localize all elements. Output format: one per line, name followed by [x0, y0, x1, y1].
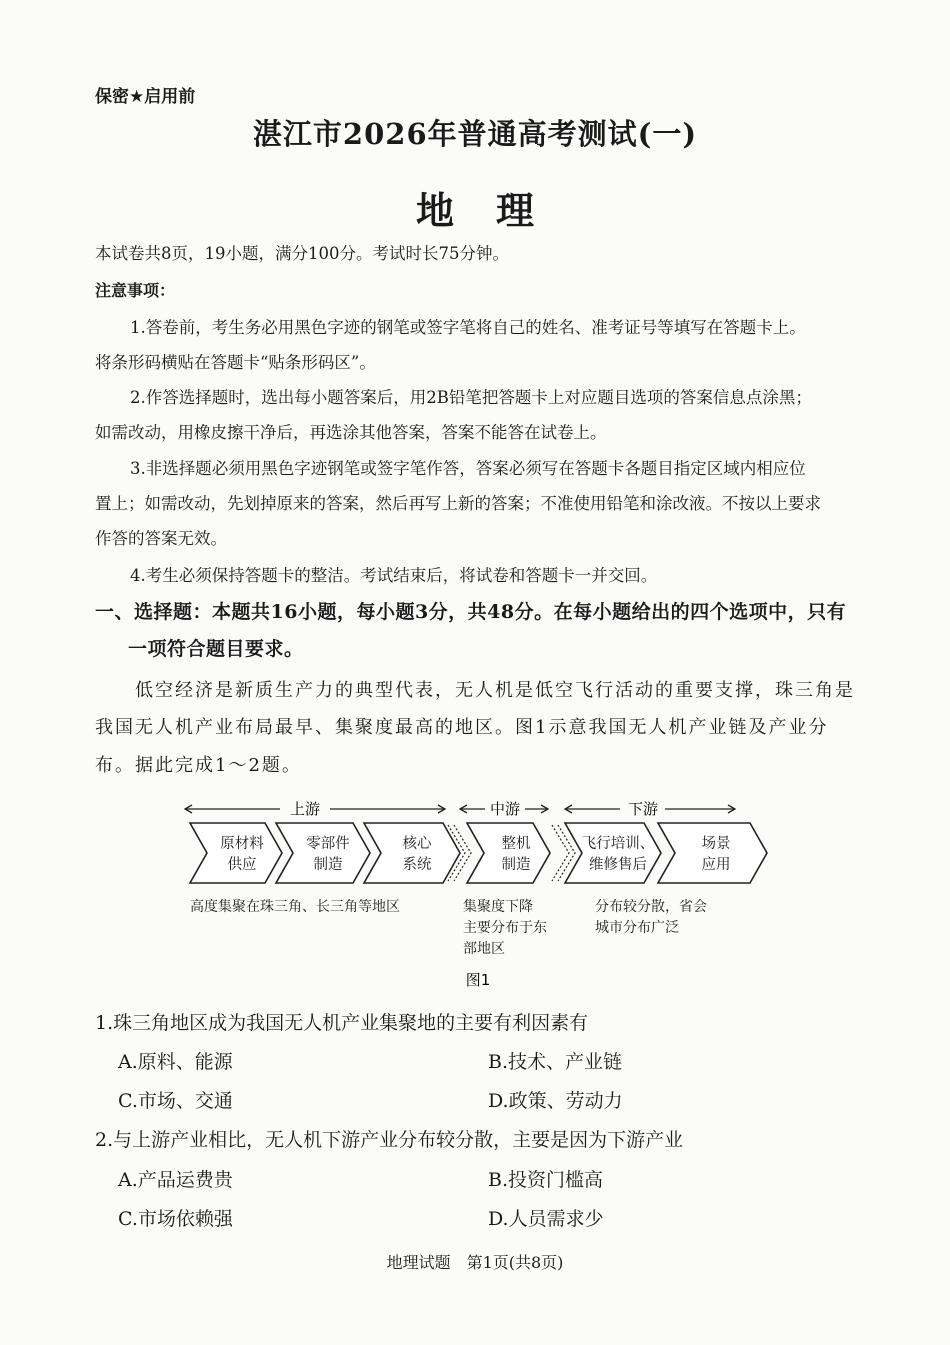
passage-line: 布。据此完成1～2题。	[95, 755, 302, 776]
chevron-label: 应用	[701, 857, 731, 873]
page-footer: 地理试题 第1页(共8页)	[386, 1253, 564, 1272]
chevron-label: 制造	[501, 857, 531, 873]
notes-heading: 注意事项：	[95, 281, 176, 300]
chevron-label: 供应	[227, 857, 257, 873]
chevron-label: 零部件	[306, 836, 350, 852]
note-line: 置上；如需改动，先划掉原来的答案，然后再写上新的答案；不准使用铅笔和涂改液。不按以上要求	[95, 494, 821, 513]
chevron-label: 场景	[701, 836, 731, 852]
passage-line: 我国无人机产业布局最早、集聚度最高的地区。图1示意我国无人机产业链及产业分	[95, 717, 829, 738]
section-heading-cont: 一项符合题目要求。	[128, 638, 304, 660]
exam-info: 本试卷共8页，19小题，满分100分。考试时长75分钟。	[95, 244, 509, 263]
question-option: B.投资门槛高	[488, 1169, 604, 1191]
question-stem: 2.与上游产业相比，无人机下游产业分布较分散，主要是因为下游产业	[95, 1129, 684, 1151]
chevron-core-systems	[364, 823, 460, 883]
question-option: D.政策、劳动力	[488, 1090, 623, 1112]
chevron-label: 系统	[402, 857, 432, 873]
note-midstream: 主要分布于东	[463, 920, 547, 936]
chevron-label: 原材料	[220, 836, 264, 852]
question-option: A.原料、能源	[118, 1051, 233, 1073]
note-upstream: 高度集聚在珠三角、长三角等地区	[190, 899, 400, 915]
note-line: 将条形码横贴在答题卡“贴条形码区”。	[95, 353, 376, 372]
chevron-assembly	[467, 823, 550, 883]
note-line: 如需改动，用橡皮擦干净后，再选涂其他答案，答案不能答在试卷上。	[95, 423, 607, 442]
chevron-label: 制造	[313, 857, 343, 873]
question-option: C.市场依赖强	[118, 1208, 233, 1230]
question-stem: 1.珠三角地区成为我国无人机产业集聚地的主要有利因素有	[95, 1012, 589, 1034]
confidential-label: 保密★启用前	[95, 87, 196, 107]
note-midstream: 集聚度下降	[463, 899, 533, 915]
note-line: 1.答卷前，考生务必用黑色字迹的钢笔或签字笔将自己的姓名、准考证号等填写在答题卡上。	[130, 318, 806, 337]
chevron-label: 整机	[501, 836, 531, 852]
stage-downstream: 下游	[627, 800, 659, 818]
exam-title: 湛江市2026年普通高考测试(一)	[252, 117, 698, 151]
question-option: B.技术、产业链	[488, 1051, 623, 1073]
note-line: 作答的答案无效。	[95, 529, 227, 548]
chevron-components	[276, 823, 370, 883]
stage-midstream: 中游	[489, 800, 521, 818]
question-option: C.市场、交通	[118, 1090, 233, 1112]
stage-upstream: 上游	[289, 800, 321, 818]
separator-dash	[552, 825, 569, 881]
industry-chain-figure	[180, 795, 780, 995]
note-line: 3.非选择题必须用黑色字迹钢笔或签字笔作答，答案必须写在答题卡各题目指定区域内相应位	[130, 459, 806, 478]
note-downstream: 城市分布广泛	[595, 920, 679, 936]
figure-caption: 图1	[465, 971, 491, 989]
question-option: D.人员需求少	[488, 1208, 604, 1230]
chevron-label: 飞行培训、	[581, 836, 655, 852]
passage-line: 低空经济是新质生产力的典型代表，无人机是低空飞行活动的重要支撑，珠三角是	[135, 680, 855, 701]
section-heading: 一、选择题：本题共16小题，每小题3分，共48分。在每小题给出的四个选项中，只有	[95, 601, 847, 623]
chevron-raw-materials	[190, 823, 282, 883]
note-line: 2.作答选择题时，选出每小题答案后，用2B铅笔把答题卡上对应题目选项的答案信息点涂黑；	[130, 388, 812, 407]
chevron-label: 核心	[402, 836, 432, 852]
note-line: 4.考生必须保持答题卡的整洁。考试结束后，将试卷和答题卡一并交回。	[130, 566, 658, 585]
note-downstream: 分布较分散，省会	[595, 899, 707, 915]
chevron-label: 维修售后	[589, 857, 647, 873]
chevron-applications	[658, 823, 767, 883]
note-midstream: 部地区	[463, 941, 505, 957]
question-option: A.产品运费贵	[118, 1169, 233, 1191]
subject-title: 地理	[415, 189, 576, 233]
chevron-training-service	[565, 823, 661, 883]
